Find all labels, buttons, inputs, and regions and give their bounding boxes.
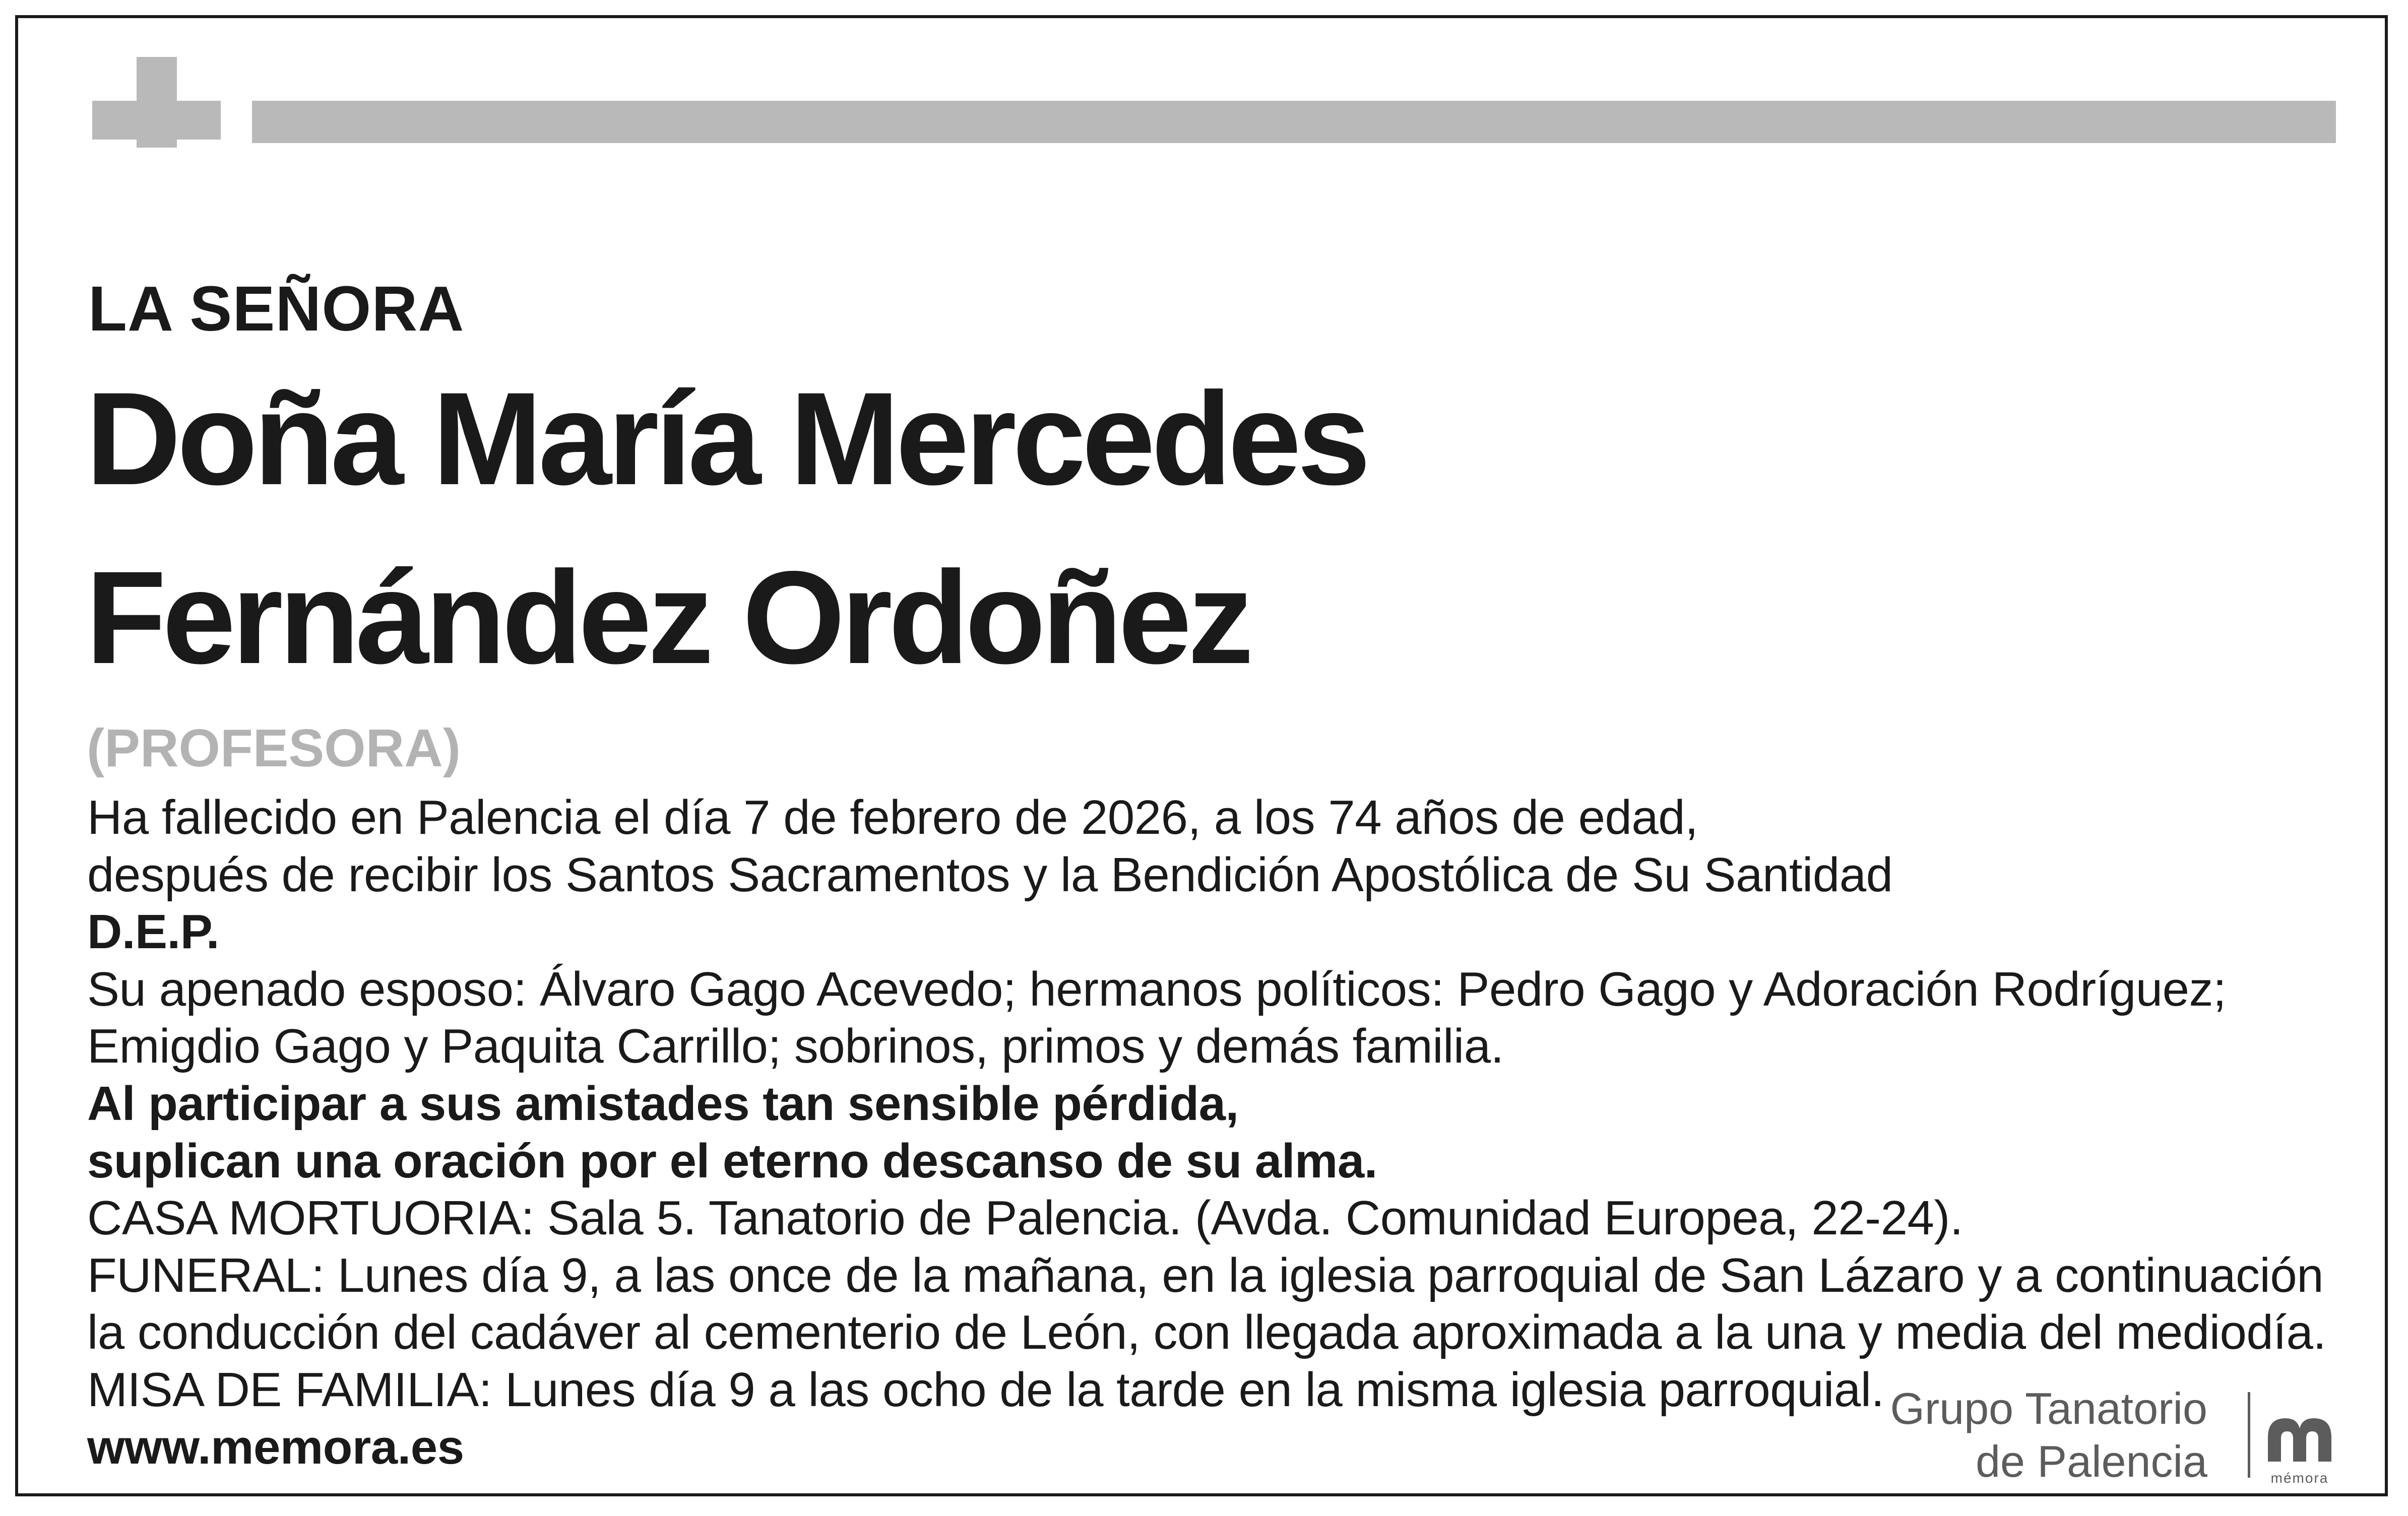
funeral-line-1: FUNERAL: Lunes día 9, a las once de la mañana, en la iglesia parroquial de San Lázaro y a continuación [87, 1248, 2324, 1302]
deceased-name-line-1: Doña María Mercedes [86, 365, 1367, 512]
funeral-home-logo [1885, 1382, 2354, 1486]
profession: (PROFESORA) [87, 718, 461, 778]
request-line-2: suplican una oración por el eterno descanso de su alma. [87, 1134, 1377, 1188]
obituary-body [87, 789, 2355, 1476]
sacraments-line: después de recibir los Santos Sacramentos y la Bendición Apostólica de Su Santidad [87, 847, 1893, 902]
wake-location-line: CASA MORTUORIA: Sala 5. Tanatorio de Palencia. (Avda. Comunidad Europea, 22-24). [87, 1191, 1963, 1245]
logo-text [1890, 1382, 2207, 1488]
logo-divider [2248, 1392, 2250, 1478]
deceased-name-line-2: Fernández Ordoñez [86, 544, 1250, 691]
death-notice-line: Ha fallecido en Palencia el día 7 de febrero de 2026, a los 74 años de edad, [87, 790, 1698, 844]
rip-line: D.E.P. [87, 905, 220, 959]
title-prefix: LA SEÑORA [88, 273, 465, 344]
decorative-bar [252, 101, 2336, 143]
cross-icon [92, 57, 221, 148]
request-line-1: Al participar a sus amistades tan sensible pérdida, [87, 1076, 1239, 1131]
memora-logo-icon [2262, 1402, 2337, 1478]
family-line-2: Emigdio Gago y Paquita Carrillo; sobrinos, primos y demás familia. [87, 1019, 1504, 1074]
logo-line-1: Grupo Tanatorio [1890, 1383, 2207, 1433]
family-mass-line: MISA DE FAMILIA: Lunes día 9 a las ocho de la tarde en la misma iglesia parroquial. [87, 1362, 1884, 1417]
funeral-line-2: la conducción del cadáver al cementerio de León, con llegada aproximada a la una y media del mediodía. [87, 1305, 2326, 1360]
family-line-1: Su apenado esposo: Álvaro Gago Acevedo; hermanos políticos: Pedro Gago y Adoración Rodríguez; [87, 962, 2227, 1016]
logo-line-2: de Palencia [1976, 1436, 2207, 1486]
website-link[interactable]: www.memora.es [87, 1420, 464, 1474]
logo-brand-label: mémora [2270, 1470, 2329, 1486]
